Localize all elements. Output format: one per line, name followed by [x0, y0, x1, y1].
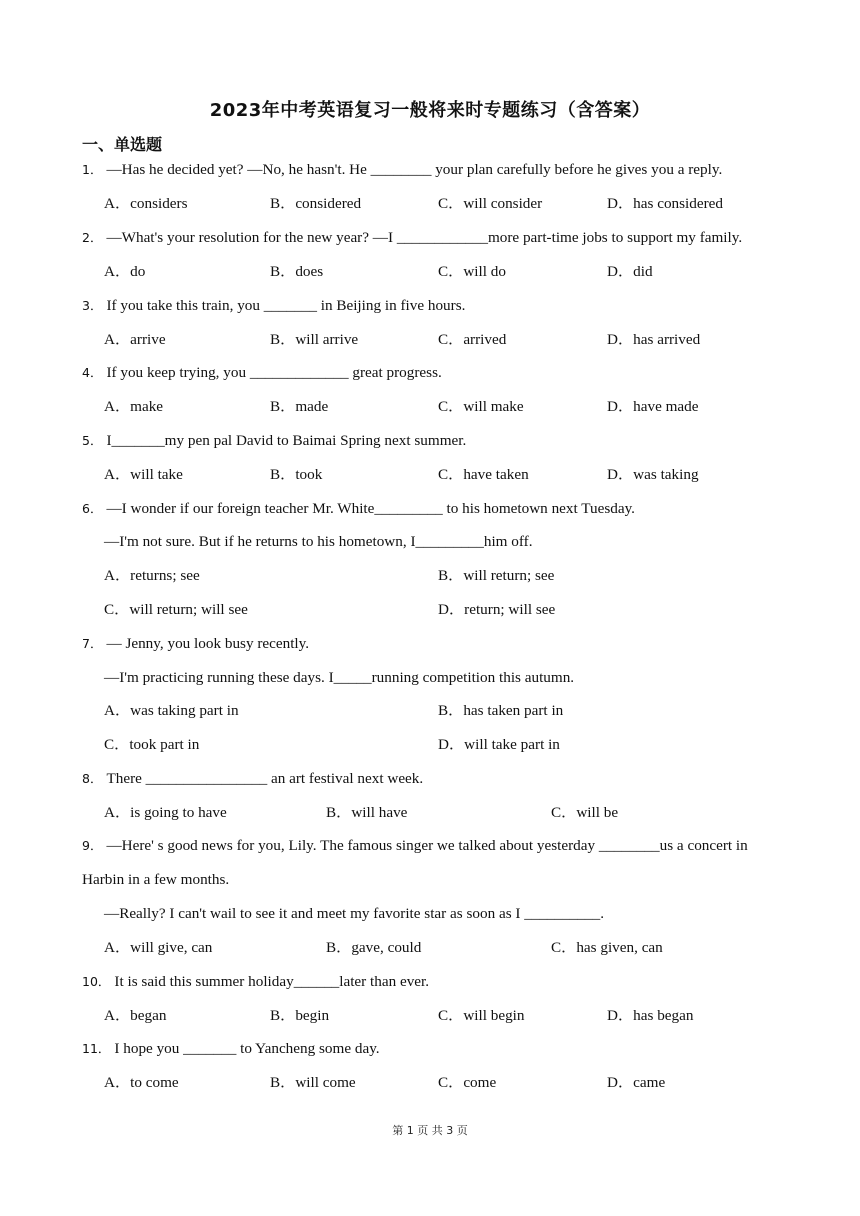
option-d[interactable]: D．will take part in [438, 736, 560, 753]
question-stem [82, 972, 429, 992]
option-c[interactable]: C．will consider [438, 195, 543, 212]
option-d[interactable]: D．did [607, 263, 653, 280]
option-a[interactable]: A．will give, can [104, 939, 213, 956]
option-c[interactable]: C．took part in [104, 736, 200, 753]
option-b[interactable]: B．considered [270, 195, 362, 212]
option-c[interactable]: C．will do [438, 263, 506, 280]
question-stem [82, 634, 309, 654]
question-number: 4． [82, 365, 103, 380]
question-stem [82, 499, 635, 519]
option-a[interactable]: A．considers [104, 195, 188, 212]
option-b[interactable]: B．made [270, 398, 329, 415]
question-text: —Really? I can't wail to see it and meet my favorite star as soon as I __________. [104, 905, 604, 922]
option-a[interactable]: A．arrive [104, 331, 166, 348]
option-b[interactable]: B．begin [270, 1007, 330, 1024]
question-stem [82, 228, 742, 248]
page-footer: 第 1 页 共 3 页 [392, 1124, 468, 1137]
question-text: Harbin in a few months. [82, 871, 230, 888]
question-stem [82, 431, 466, 451]
section-heading: 一、单选题 [82, 135, 163, 154]
question-text: — Jenny, you look busy recently. [106, 635, 310, 652]
question-text: If you take this train, you _______ in Beijing in five hours. [106, 297, 466, 314]
option-b[interactable]: B．will arrive [270, 331, 359, 348]
option-d[interactable]: D．have made [607, 398, 699, 415]
question-number: 7． [82, 636, 103, 651]
question-stem [82, 296, 465, 316]
question-number: 3． [82, 298, 103, 313]
question-text: It is said this summer holiday______later than ever. [114, 973, 430, 990]
option-a[interactable]: A．was taking part in [104, 702, 239, 719]
option-b[interactable]: B．will come [270, 1074, 356, 1091]
option-a[interactable]: A．began [104, 1007, 167, 1024]
option-c[interactable]: C．will return; will see [104, 601, 248, 618]
option-c[interactable]: C．will make [438, 398, 524, 415]
option-c[interactable]: C．have taken [438, 466, 529, 483]
question-number: 5． [82, 433, 103, 448]
option-d[interactable]: D．return; will see [438, 601, 556, 618]
option-c[interactable]: C．arrived [438, 331, 507, 348]
question-text: I hope you _______ to Yancheng some day. [114, 1040, 380, 1057]
option-b[interactable]: B．has taken part in [438, 702, 564, 719]
option-b[interactable]: B．gave, could [326, 939, 422, 956]
question-text: There ________________ an art festival next week. [106, 770, 424, 787]
option-a[interactable]: A．do [104, 263, 146, 280]
option-a[interactable]: A．make [104, 398, 164, 415]
question-text: —I wonder if our foreign teacher Mr. White_________ to his hometown next Tuesday. [106, 500, 635, 517]
question-number: 1． [82, 162, 103, 177]
question-text: —Here' s good news for you, Lily. The famous singer we talked about yesterday ________us a concert in [106, 837, 748, 854]
option-a[interactable]: A．will take [104, 466, 183, 483]
question-number: 6． [82, 501, 103, 516]
question-number: 9． [82, 838, 103, 853]
option-d[interactable]: D．has arrived [607, 331, 701, 348]
option-c[interactable]: C．will begin [438, 1007, 525, 1024]
option-a[interactable]: A．is going to have [104, 804, 227, 821]
option-c[interactable]: C．come [438, 1074, 497, 1091]
question-text: If you keep trying, you _____________ great progress. [106, 364, 442, 381]
question-text: —What's your resolution for the new year? —I ____________more part-time jobs to support my family. [106, 229, 743, 246]
option-d[interactable]: D．was taking [607, 466, 699, 483]
option-b[interactable]: B．will return; see [438, 567, 555, 584]
question-number: 2． [82, 230, 103, 245]
question-text: —I'm practicing running these days. I_____running competition this autumn. [104, 669, 575, 686]
question-stem [82, 769, 423, 789]
question-stem [82, 1039, 380, 1059]
option-b[interactable]: B．does [270, 263, 324, 280]
question-number: 10． [82, 974, 111, 989]
question-stem [82, 160, 722, 180]
option-d[interactable]: D．has began [607, 1007, 694, 1024]
question-text: —I'm not sure. But if he returns to his hometown, I_________him off. [104, 533, 533, 550]
document-title: 2023年中考英语复习一般将来时专题练习（含答案） [209, 100, 651, 121]
option-a[interactable]: A．to come [104, 1074, 179, 1091]
question-number: 11． [82, 1041, 111, 1056]
question-stem [82, 363, 442, 383]
question-stem [82, 836, 748, 856]
question-text: I_______my pen pal David to Baimai Spring next summer. [106, 432, 467, 449]
option-d[interactable]: D．has considered [607, 195, 723, 212]
question-text: —Has he decided yet? —No, he hasn't. He ________ your plan carefully before he gives you a reply. [106, 161, 723, 178]
option-b[interactable]: B．will have [326, 804, 408, 821]
option-c[interactable]: C．has given, can [551, 939, 663, 956]
option-b[interactable]: B．took [270, 466, 323, 483]
option-d[interactable]: D．came [607, 1074, 666, 1091]
option-a[interactable]: A．returns; see [104, 567, 200, 584]
question-number: 8． [82, 771, 103, 786]
option-c[interactable]: C．will be [551, 804, 619, 821]
